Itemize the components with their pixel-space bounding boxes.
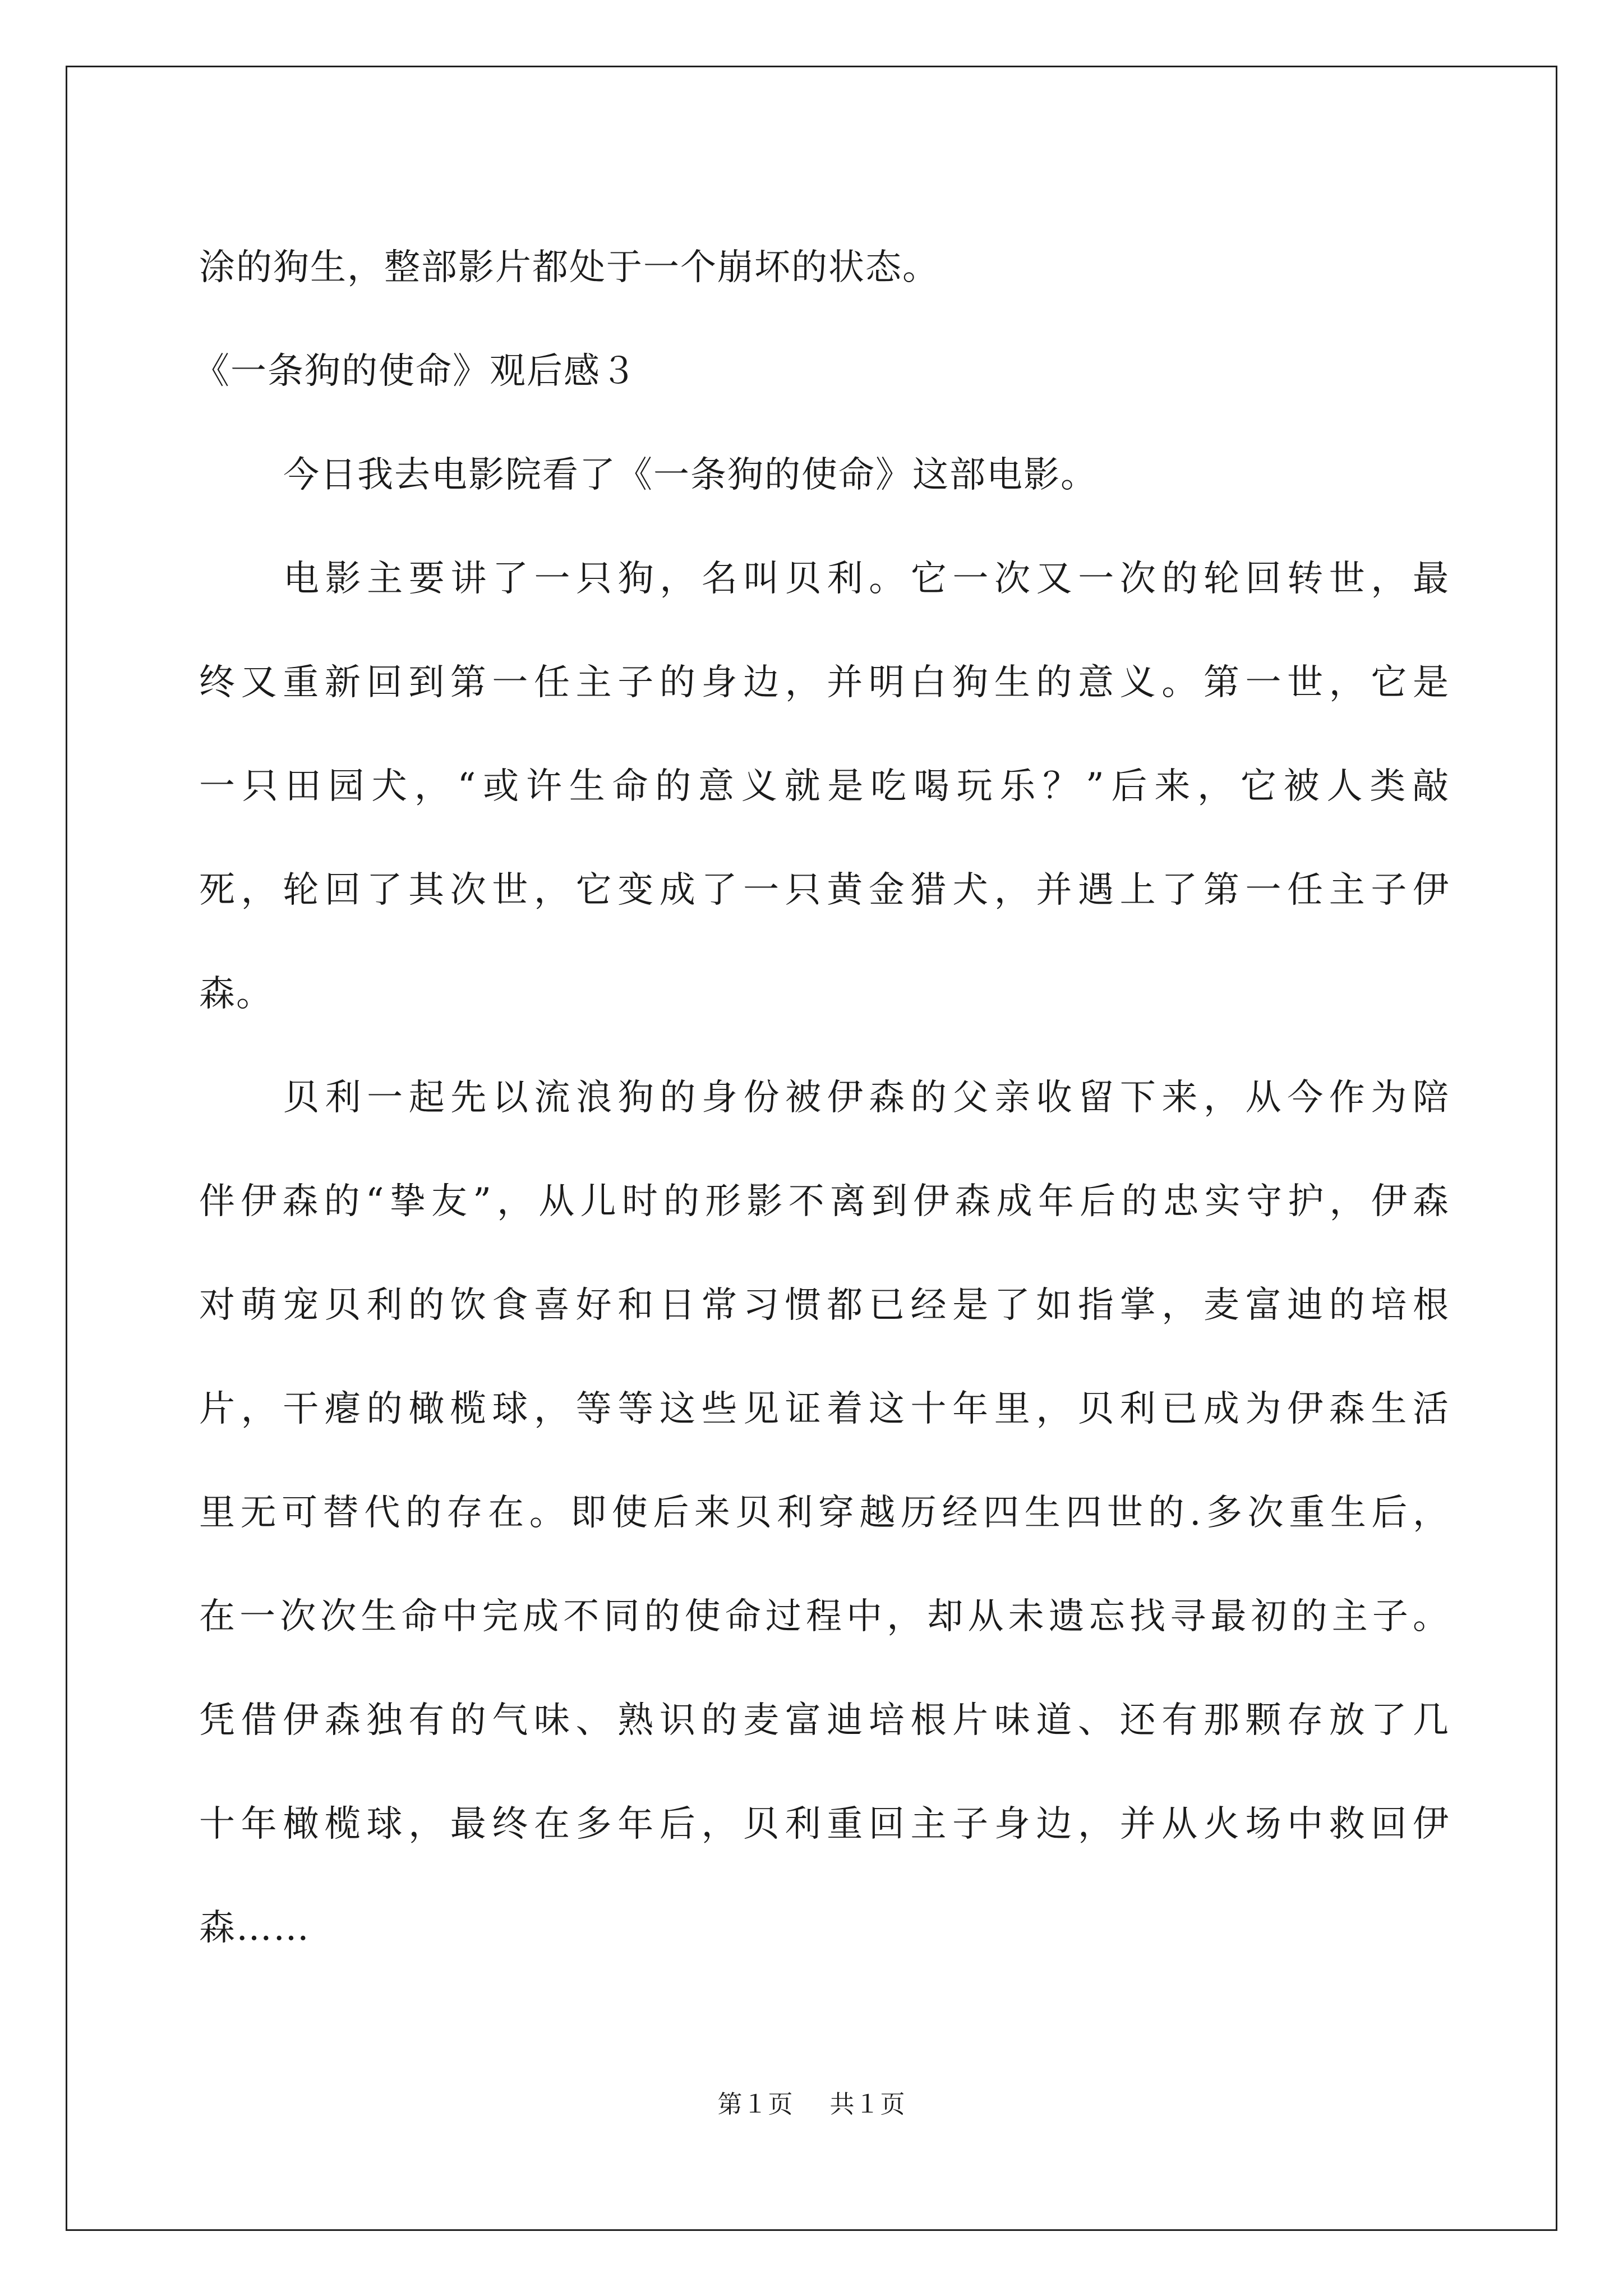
text-line: 涂的狗生，整部影片都处于一个崩坏的状态。 (199, 247, 939, 288)
text-line: 在一次次生命中完成不同的使命过程中，却从未遗忘找寻最初的主子。 (199, 1596, 1450, 1637)
text-line: 死，轮回了其次世，它变成了一只黄金猎犬，并遇上了第一任主子伊 (199, 869, 1450, 911)
text-line: 贝利一起先以流浪狗的身份被伊森的父亲收留下来，从今作为陪 (283, 1077, 1450, 1119)
text-line: 森。 (199, 973, 273, 1015)
section-heading: 《一条狗的使命》观后感３ (193, 351, 638, 392)
page-total: 共１页 (829, 2090, 906, 2119)
text-line: 终又重新回到第一任主子的身边，并明白狗生的意义。第一世，它是 (199, 662, 1450, 703)
text-line: 里无可替代的存在。即使后来贝利穿越历经四生四世的.多次重生后， (199, 1492, 1450, 1534)
text-line: 对萌宠贝利的饮食喜好和日常习惯都已经是了如指掌，麦富迪的培根 (199, 1285, 1450, 1326)
page-footer (0, 2084, 1623, 2120)
text-line: 一只田园犬，“或许生命的意义就是吃喝玩乐？”后来，它被人类敲 (199, 766, 1450, 807)
page-number: 第１页 (717, 2090, 794, 2119)
text-line: 森…… (199, 1907, 310, 1949)
text-line: 伴伊森的“挚友”，从儿时的形影不离到伊森成年后的忠实守护，伊森 (199, 1181, 1450, 1222)
text-line: 凭借伊森独有的气味、熟识的麦富迪培根片味道、还有那颗存放了几 (199, 1700, 1450, 1741)
text-line: 片，干瘪的橄榄球，等等这些见证着这十年里，贝利已成为伊森生活 (199, 1388, 1450, 1430)
text-line: 今日我去电影院看了《一条狗的使命》这部电影。 (283, 454, 1098, 496)
text-line: 十年橄榄球，最终在多年后，贝利重回主子身边，并从火场中救回伊 (199, 1803, 1450, 1845)
document-body (193, 216, 1450, 1980)
text-line: 电影主要讲了一只狗，名叫贝利。它一次又一次的轮回转世，最 (283, 558, 1450, 600)
